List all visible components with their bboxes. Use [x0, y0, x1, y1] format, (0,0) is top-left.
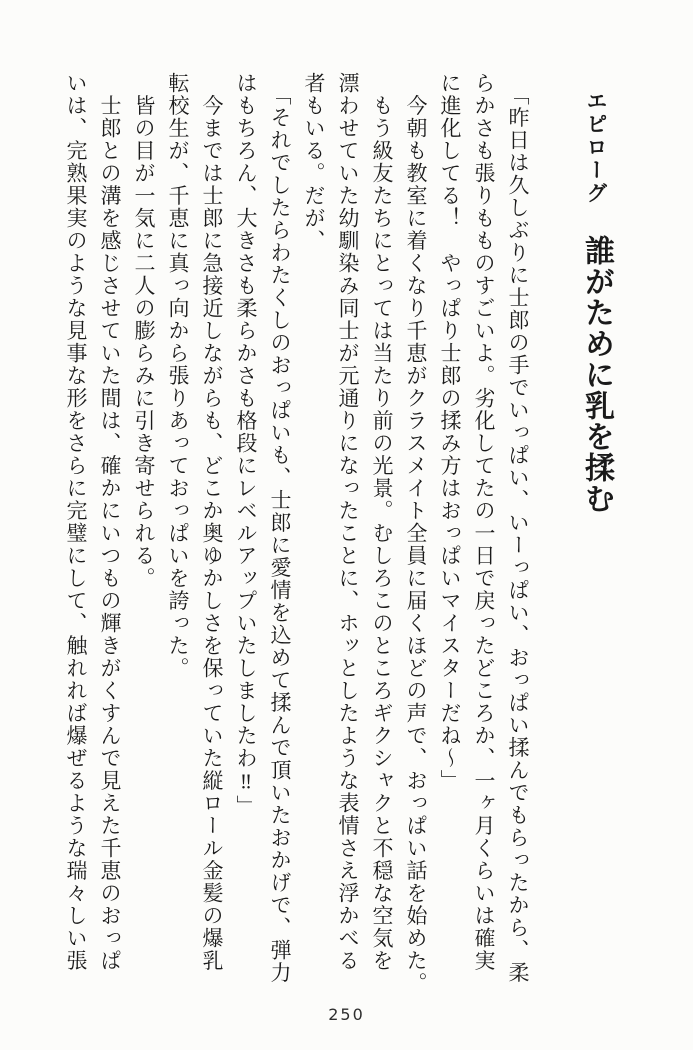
text-column-4: 今朝も教室に着くなり千恵がクラスメイト全員に届くほどの声で、おっぱい話を始めた。	[404, 72, 428, 995]
text-column-10: 今までは士郎に急接近しながらも、どこか奥ゆかしさを保っていた縦ロール金髪の爆乳	[200, 72, 224, 972]
text-block	[59, 72, 619, 1004]
text-column-8: 「それでしたらわたくしのおっぱいも、士郎に愛情を込めて揉んで頂いたおかげで、弾力	[268, 84, 292, 984]
page-number: 250	[328, 1005, 365, 1024]
text-column-13: 士郎との溝を感じさせていた間は、確かにいつもの輝きがくすんで見えた千恵のおっぱ	[98, 72, 122, 972]
text-column-6: 漂わせていた幼馴染み同士が元通りになったことに、ホッとしたような表情さえ浮かべる	[336, 72, 360, 972]
text-column-3: に進化してる！ やっぱり士郎の揉み方はおっぱいマイスターだね〜」	[438, 72, 462, 792]
chapter-name: 誰がために乳を揉む	[580, 235, 613, 514]
text-column-5: もう級友たちにとっては当たり前の光景。むしろこのところギクシャクと不穏な空気を	[370, 72, 394, 972]
text-column-11: 転校生が、千恵に真っ向から張りあっておっぱいを誇った。	[166, 72, 190, 680]
text-column-12: 皆の目が一気に二人の膨らみに引き寄せられる。	[132, 72, 156, 590]
chapter-title	[573, 90, 619, 1004]
chapter-label: エピローグ	[584, 90, 608, 205]
text-column-1: 「昨日は久しぶりに士郎の手でいっぱい、いーっぱい、おっぱい揉んでもらったから、柔	[506, 84, 530, 984]
text-column-7: 者もいる。だが、	[302, 72, 326, 252]
text-column-14: いは、完熟果実のような見事な形をさらに完璧にして、触れれば爆ぜるような瑞々しい張	[64, 72, 88, 972]
text-column-9: はもちろん、大きさも柔らかさも格段にレベルアップいたしましたわ‼」	[234, 72, 258, 818]
text-column-2: らかさも張りもものすごいよ。劣化してたの一日で戻ったどころか、一ヶ月くらいは確実	[472, 72, 496, 972]
